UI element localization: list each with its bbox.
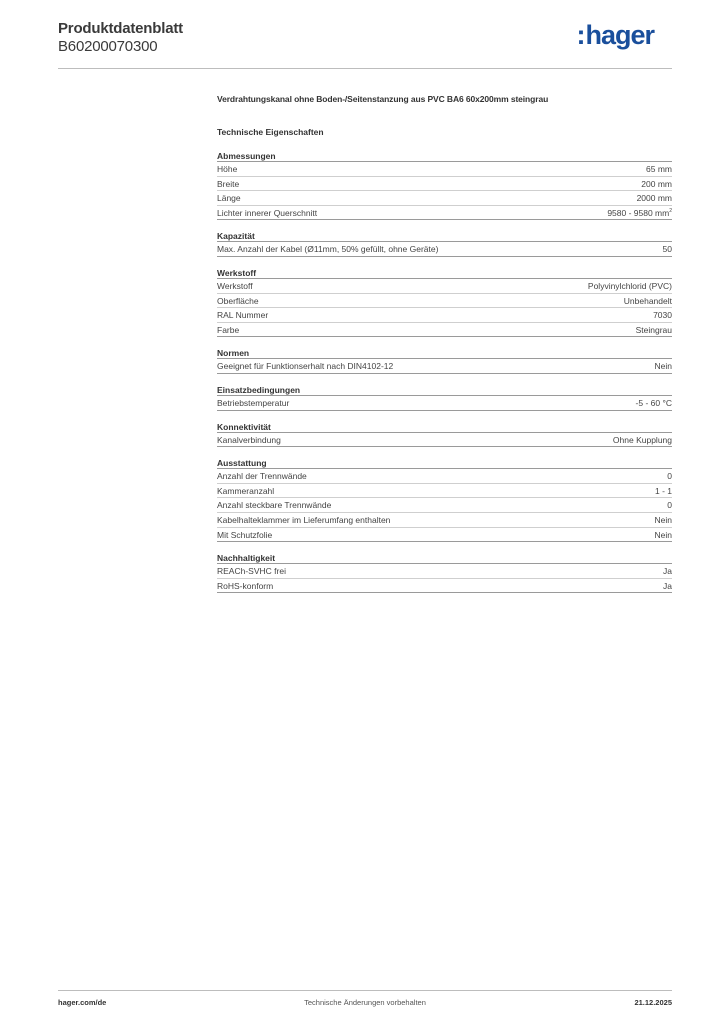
property-row	[217, 308, 672, 323]
property-value-text: Nein	[654, 529, 672, 540]
property-value	[655, 513, 672, 527]
property-value	[655, 484, 672, 498]
logo-text: hager	[585, 20, 654, 50]
unit-superscript: 2	[669, 207, 672, 214]
hager-logo	[576, 20, 654, 51]
footer-disclaimer: Technische Änderungen vorbehalten	[304, 998, 426, 1007]
property-value	[588, 279, 672, 293]
property-value-text: Ohne Kupplung	[612, 434, 672, 445]
section-title: Kapazität	[217, 230, 672, 242]
section-title: Nachhaltigkeit	[217, 552, 672, 564]
property-row	[217, 177, 672, 192]
property-label: Werkstoff	[217, 280, 253, 291]
property-value	[641, 177, 672, 191]
property-sections	[217, 150, 672, 593]
footer-website: hager.com/de	[58, 998, 107, 1007]
property-value	[646, 162, 672, 176]
section-title: Konnektivität	[217, 421, 672, 433]
property-row	[217, 498, 672, 513]
property-row	[217, 206, 672, 221]
property-value	[667, 469, 672, 483]
property-label: Lichter innerer Querschnitt	[217, 207, 318, 218]
property-value-text: Ja	[663, 566, 672, 577]
property-label: REACh-SVHC frei	[217, 566, 286, 577]
property-value-text: 0	[667, 500, 672, 511]
property-value-text: Nein	[654, 514, 672, 525]
footer-divider	[58, 990, 672, 991]
property-value	[655, 359, 672, 373]
property-value-text: 9580 - 9580 mm	[607, 207, 670, 218]
section-title: Ausstattung	[217, 457, 672, 469]
property-label: Betriebstemperatur	[217, 397, 290, 408]
property-row	[217, 162, 672, 177]
property-value	[663, 242, 672, 256]
property-value-text: Steingrau	[635, 324, 672, 335]
property-label: Höhe	[217, 164, 238, 174]
property-value-text: 0	[667, 471, 672, 482]
property-row	[217, 469, 672, 484]
datasheet-content	[217, 94, 672, 593]
property-label: Oberfläche	[217, 295, 259, 306]
property-row	[217, 484, 672, 499]
property-row	[217, 396, 672, 411]
property-value-text: 65 mm	[646, 164, 672, 174]
property-value-text: Nein	[654, 361, 672, 372]
article-number: B60200070300	[58, 38, 158, 55]
property-label: Max. Anzahl der Kabel (Ø11mm, 50% gefüllt, ohne Geräte)	[217, 244, 439, 255]
property-section	[217, 267, 672, 337]
property-label: Kabelhalteklammer im Lieferumfang enthalten	[217, 514, 391, 525]
property-section	[217, 552, 672, 593]
property-value	[667, 498, 672, 512]
property-label: RoHS-konform	[217, 580, 274, 591]
property-value-text: Polyvinylchlorid (PVC)	[587, 280, 672, 291]
property-label: Kammeranzahl	[217, 485, 275, 496]
property-value-text: Ja	[663, 580, 672, 591]
property-row	[217, 191, 672, 206]
property-section	[217, 457, 672, 542]
section-title: Werkstoff	[217, 267, 672, 279]
property-value	[637, 191, 672, 205]
property-value-text: -5 - 60 °C	[635, 397, 672, 408]
property-row	[217, 242, 672, 257]
property-section	[217, 150, 672, 220]
header-divider	[58, 68, 672, 69]
property-value	[624, 294, 672, 308]
property-row	[217, 279, 672, 294]
property-value	[636, 396, 672, 410]
property-row	[217, 513, 672, 528]
section-title: Einsatzbedingungen	[217, 384, 672, 396]
property-section	[217, 421, 672, 448]
property-value-text: 1 - 1	[654, 485, 672, 496]
property-value	[607, 206, 672, 220]
property-label: Geeignet für Funktionserhalt nach DIN4102-12	[217, 361, 394, 372]
property-value	[653, 308, 672, 322]
property-label: RAL Nummer	[217, 310, 269, 321]
property-label: Breite	[217, 178, 240, 189]
property-value-text: 2000 mm	[636, 193, 672, 204]
property-label: Mit Schutzfolie	[217, 529, 273, 540]
property-value	[613, 433, 672, 447]
property-value	[663, 564, 672, 578]
property-row	[217, 359, 672, 374]
property-row	[217, 294, 672, 309]
property-value-text: 200 mm	[641, 178, 672, 189]
section-title: Normen	[217, 347, 672, 359]
property-label: Anzahl der Trennwände	[217, 471, 307, 482]
property-value-text: Unbehandelt	[623, 295, 672, 306]
property-label: Länge	[217, 193, 241, 204]
property-label: Kanalverbindung	[217, 434, 281, 445]
property-section	[217, 347, 672, 374]
logo-colon: :	[576, 20, 585, 50]
section-title: Abmessungen	[217, 150, 672, 162]
property-value-text: 50	[662, 244, 672, 255]
property-row	[217, 433, 672, 448]
property-row	[217, 579, 672, 594]
property-row	[217, 564, 672, 579]
property-row	[217, 528, 672, 543]
footer-date: 21.12.2025	[634, 998, 672, 1007]
page-header	[58, 20, 672, 70]
property-value	[655, 528, 672, 542]
property-section	[217, 384, 672, 411]
property-value-text: 7030	[653, 310, 672, 321]
product-description: Verdrahtungskanal ohne Boden-/Seitenstanzung aus PVC BA6 60x200mm steingrau	[217, 94, 549, 104]
property-label: Anzahl steckbare Trennwände	[217, 500, 332, 511]
document-title: Produktdatenblatt	[58, 20, 183, 37]
property-label: Farbe	[217, 324, 240, 335]
property-section	[217, 230, 672, 257]
technical-properties-heading: Technische Eigenschaften	[217, 127, 324, 137]
property-row	[217, 323, 672, 338]
property-value	[663, 579, 672, 593]
property-value	[636, 323, 672, 337]
